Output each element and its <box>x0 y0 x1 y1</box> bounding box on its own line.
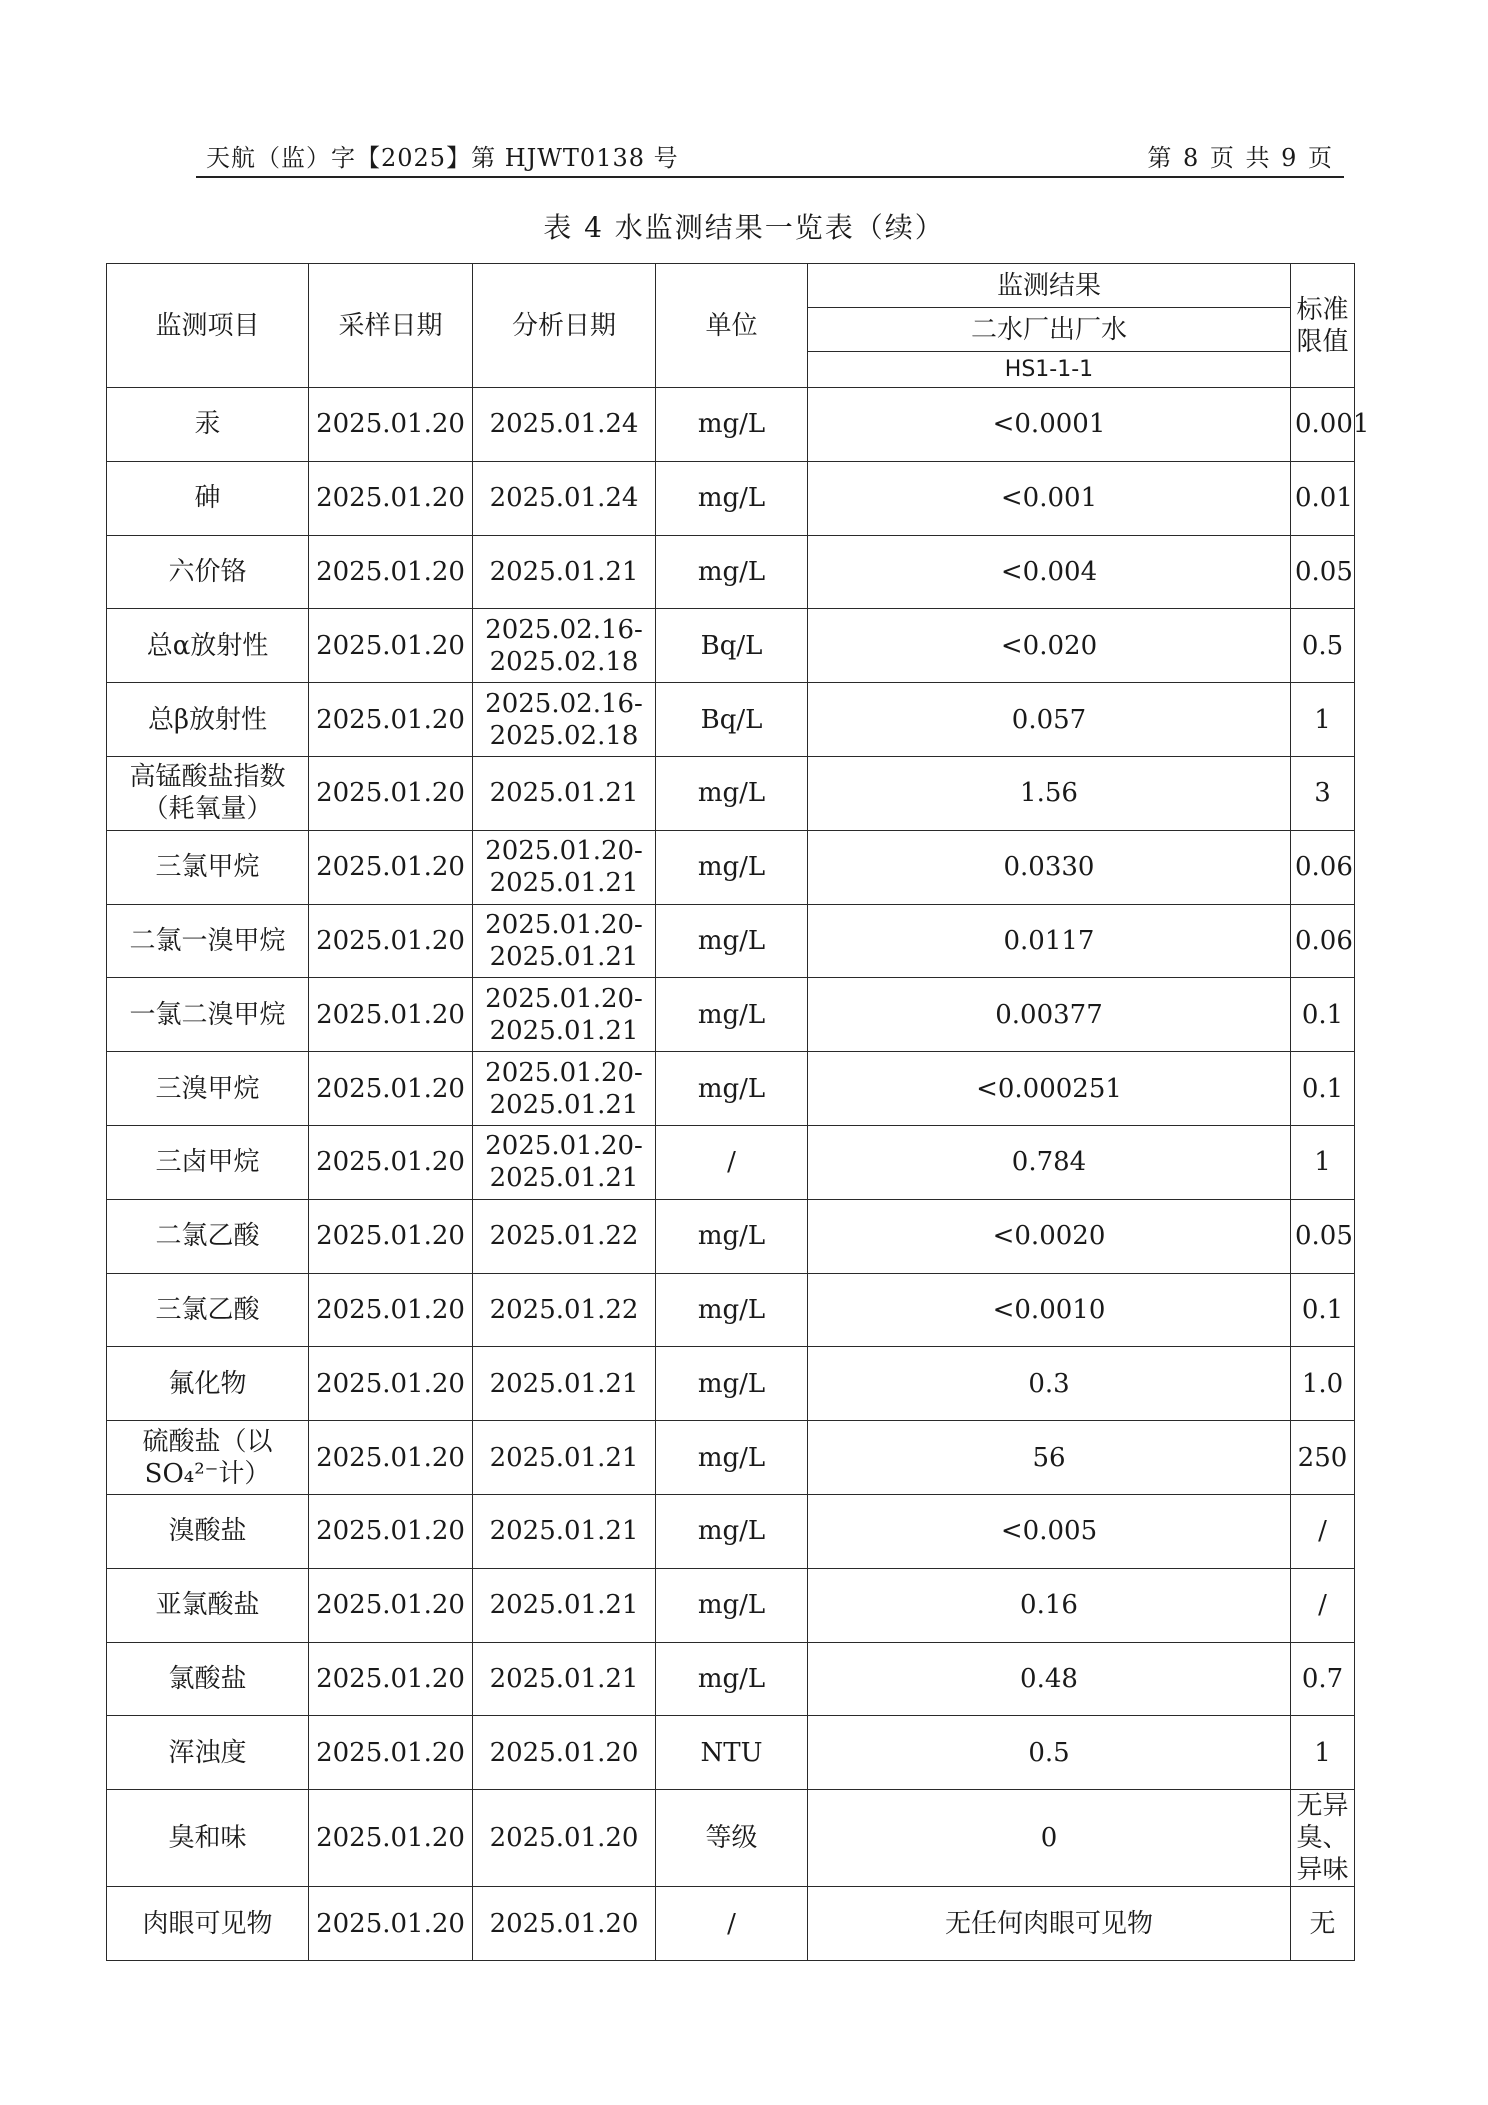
cell-sample-date: 2025.01.20 <box>309 388 473 462</box>
table-row <box>107 904 1355 978</box>
cell-item: 二氯一溴甲烷 <box>107 904 309 978</box>
cell-unit: mg/L <box>656 535 808 609</box>
table-row <box>107 1642 1355 1716</box>
cell-result: 56 <box>808 1421 1291 1495</box>
cell-sample-date: 2025.01.20 <box>309 1347 473 1421</box>
cell-analysis-date: 2025.01.21 <box>473 1347 656 1421</box>
cell-limit: 0.5 <box>1291 609 1355 683</box>
table-row <box>107 388 1355 462</box>
cell-analysis-date: 2025.01.20-2025.01.21 <box>473 1125 656 1199</box>
table-row <box>107 1790 1355 1887</box>
table-row <box>107 830 1355 904</box>
table-row <box>107 1347 1355 1421</box>
cell-item: 硫酸盐（以SO₄²⁻计） <box>107 1421 309 1495</box>
table-row <box>107 535 1355 609</box>
table-row <box>107 1494 1355 1568</box>
cell-sample-date: 2025.01.20 <box>309 1125 473 1199</box>
cell-sample-date: 2025.01.20 <box>309 1052 473 1126</box>
table-body <box>107 388 1370 1961</box>
cell-item: 三溴甲烷 <box>107 1052 309 1126</box>
cell-limit: 0.01 <box>1291 461 1355 535</box>
table-row <box>107 1887 1355 1961</box>
cell-limit: / <box>1291 1568 1355 1642</box>
cell-result: 0.16 <box>808 1568 1291 1642</box>
cell-item: 三卤甲烷 <box>107 1125 309 1199</box>
cell-sample-date: 2025.01.20 <box>309 1568 473 1642</box>
cell-result: 1.56 <box>808 756 1291 830</box>
cell-unit: Bq/L <box>656 683 808 757</box>
results-table <box>106 263 1370 1961</box>
table-row <box>107 1273 1355 1347</box>
cell-sample-date: 2025.01.20 <box>309 535 473 609</box>
table-row <box>107 683 1355 757</box>
cell-analysis-date: 2025.02.16-2025.02.18 <box>473 609 656 683</box>
cell-item: 六价铬 <box>107 535 309 609</box>
col-header-analysis-date: 分析日期 <box>473 264 656 388</box>
cell-unit: mg/L <box>656 1642 808 1716</box>
cell-item: 氯酸盐 <box>107 1642 309 1716</box>
header-row <box>107 264 1355 308</box>
cell-result: 0.00377 <box>808 978 1291 1052</box>
cell-analysis-date: 2025.02.16-2025.02.18 <box>473 683 656 757</box>
table-row <box>107 461 1355 535</box>
cell-sample-date: 2025.01.20 <box>309 1716 473 1790</box>
cell-limit: 1 <box>1291 1716 1355 1790</box>
cell-item: 砷 <box>107 461 309 535</box>
col-header-item: 监测项目 <box>107 264 309 388</box>
cell-analysis-date: 2025.01.21 <box>473 1642 656 1716</box>
cell-analysis-date: 2025.01.20-2025.01.21 <box>473 978 656 1052</box>
cell-unit: mg/L <box>656 830 808 904</box>
table-header <box>107 264 1355 388</box>
cell-limit: / <box>1291 1494 1355 1568</box>
cell-limit: 3 <box>1291 756 1355 830</box>
cell-limit: 250 <box>1291 1421 1355 1495</box>
page-header <box>196 138 1344 178</box>
table-row <box>107 978 1355 1052</box>
cell-item: 高锰酸盐指数（耗氧量） <box>107 756 309 830</box>
cell-item: 汞 <box>107 388 309 462</box>
cell-item: 一氯二溴甲烷 <box>107 978 309 1052</box>
cell-analysis-date: 2025.01.21 <box>473 1568 656 1642</box>
cell-limit: 0.1 <box>1291 1273 1355 1347</box>
cell-unit: NTU <box>656 1716 808 1790</box>
cell-sample-date: 2025.01.20 <box>309 904 473 978</box>
cell-sample-date: 2025.01.20 <box>309 609 473 683</box>
cell-unit: Bq/L <box>656 609 808 683</box>
cell-result: 0.0117 <box>808 904 1291 978</box>
cell-limit: 0.05 <box>1291 1199 1355 1273</box>
cell-result: 0 <box>808 1790 1291 1887</box>
cell-result: 0.48 <box>808 1642 1291 1716</box>
cell-unit: mg/L <box>656 1494 808 1568</box>
table-row <box>107 1421 1355 1495</box>
cell-analysis-date: 2025.01.21 <box>473 1421 656 1495</box>
cell-unit: mg/L <box>656 1199 808 1273</box>
cell-item: 总β放射性 <box>107 683 309 757</box>
col-header-site-code: HS1-1-1 <box>808 352 1291 388</box>
cell-item: 总α放射性 <box>107 609 309 683</box>
cell-result: 0.5 <box>808 1716 1291 1790</box>
col-header-limit: 标准限值 <box>1291 264 1355 388</box>
cell-unit: / <box>656 1125 808 1199</box>
cell-item: 二氯乙酸 <box>107 1199 309 1273</box>
cell-analysis-date: 2025.01.21 <box>473 535 656 609</box>
table-row <box>107 1052 1355 1126</box>
cell-sample-date: 2025.01.20 <box>309 1199 473 1273</box>
cell-result: 0.057 <box>808 683 1291 757</box>
cell-limit: 无异臭、异味 <box>1291 1790 1355 1887</box>
cell-analysis-date: 2025.01.20 <box>473 1790 656 1887</box>
cell-analysis-date: 2025.01.20-2025.01.21 <box>473 904 656 978</box>
cell-unit: mg/L <box>656 1347 808 1421</box>
cell-limit: 0.06 <box>1291 830 1355 904</box>
cell-analysis-date: 2025.01.20 <box>473 1716 656 1790</box>
cell-result: <0.0001 <box>808 388 1291 462</box>
cell-result: <0.000251 <box>808 1052 1291 1126</box>
col-header-result-group: 监测结果 <box>808 264 1291 308</box>
cell-sample-date: 2025.01.20 <box>309 1494 473 1568</box>
cell-unit: mg/L <box>656 978 808 1052</box>
cell-sample-date: 2025.01.20 <box>309 461 473 535</box>
cell-limit: 0.7 <box>1291 1642 1355 1716</box>
cell-limit: 1 <box>1291 1125 1355 1199</box>
cell-analysis-date: 2025.01.20-2025.01.21 <box>473 1052 656 1126</box>
cell-limit: 1.0 <box>1291 1347 1355 1421</box>
cell-analysis-date: 2025.01.20 <box>473 1887 656 1961</box>
cell-item: 三氯甲烷 <box>107 830 309 904</box>
cell-result: <0.0020 <box>808 1199 1291 1273</box>
cell-unit: mg/L <box>656 756 808 830</box>
table-row <box>107 609 1355 683</box>
cell-analysis-date: 2025.01.21 <box>473 1494 656 1568</box>
cell-unit: mg/L <box>656 388 808 462</box>
cell-limit: 无 <box>1291 1887 1355 1961</box>
cell-unit: / <box>656 1887 808 1961</box>
cell-item: 肉眼可见物 <box>107 1887 309 1961</box>
cell-analysis-date: 2025.01.22 <box>473 1199 656 1273</box>
cell-item: 三氯乙酸 <box>107 1273 309 1347</box>
cell-sample-date: 2025.01.20 <box>309 683 473 757</box>
cell-result: <0.005 <box>808 1494 1291 1568</box>
cell-analysis-date: 2025.01.20-2025.01.21 <box>473 830 656 904</box>
cell-limit: 1 <box>1291 683 1355 757</box>
cell-unit: mg/L <box>656 1273 808 1347</box>
cell-item: 亚氯酸盐 <box>107 1568 309 1642</box>
cell-unit: mg/L <box>656 1052 808 1126</box>
cell-result: <0.001 <box>808 461 1291 535</box>
cell-sample-date: 2025.01.20 <box>309 1421 473 1495</box>
table-row <box>107 756 1355 830</box>
col-header-unit: 单位 <box>656 264 808 388</box>
cell-unit: mg/L <box>656 904 808 978</box>
cell-result: 0.784 <box>808 1125 1291 1199</box>
cell-unit: 等级 <box>656 1790 808 1887</box>
cell-sample-date: 2025.01.20 <box>309 1273 473 1347</box>
cell-unit: mg/L <box>656 461 808 535</box>
table-row <box>107 1716 1355 1790</box>
table-row <box>107 1199 1355 1273</box>
col-header-sample-date: 采样日期 <box>309 264 473 388</box>
cell-analysis-date: 2025.01.24 <box>473 388 656 462</box>
cell-analysis-date: 2025.01.24 <box>473 461 656 535</box>
cell-limit: 0.001 <box>1291 388 1355 462</box>
table-row <box>107 1568 1355 1642</box>
cell-sample-date: 2025.01.20 <box>309 830 473 904</box>
cell-sample-date: 2025.01.20 <box>309 1887 473 1961</box>
document-number: 天航（监）字【2025】第 HJWT0138 号 <box>206 144 679 172</box>
cell-item: 溴酸盐 <box>107 1494 309 1568</box>
cell-unit: mg/L <box>656 1421 808 1495</box>
cell-sample-date: 2025.01.20 <box>309 978 473 1052</box>
cell-unit: mg/L <box>656 1568 808 1642</box>
cell-result: 0.3 <box>808 1347 1291 1421</box>
cell-limit: 0.1 <box>1291 978 1355 1052</box>
cell-analysis-date: 2025.01.22 <box>473 1273 656 1347</box>
cell-item: 氟化物 <box>107 1347 309 1421</box>
cell-sample-date: 2025.01.20 <box>309 1790 473 1887</box>
cell-item: 浑浊度 <box>107 1716 309 1790</box>
cell-item: 臭和味 <box>107 1790 309 1887</box>
table-title: 表 4 水监测结果一览表（续） <box>543 211 945 244</box>
cell-result: 无任何肉眼可见物 <box>808 1887 1291 1961</box>
cell-sample-date: 2025.01.20 <box>309 756 473 830</box>
cell-limit: 0.05 <box>1291 535 1355 609</box>
cell-result: <0.004 <box>808 535 1291 609</box>
cell-limit: 0.1 <box>1291 1052 1355 1126</box>
col-header-site: 二水厂出厂水 <box>808 308 1291 352</box>
table-row <box>107 1125 1355 1199</box>
cell-result: 0.0330 <box>808 830 1291 904</box>
cell-result: <0.0010 <box>808 1273 1291 1347</box>
cell-sample-date: 2025.01.20 <box>309 1642 473 1716</box>
page-number: 第 8 页 共 9 页 <box>1147 144 1334 172</box>
cell-result: <0.020 <box>808 609 1291 683</box>
cell-analysis-date: 2025.01.21 <box>473 756 656 830</box>
cell-limit: 0.06 <box>1291 904 1355 978</box>
